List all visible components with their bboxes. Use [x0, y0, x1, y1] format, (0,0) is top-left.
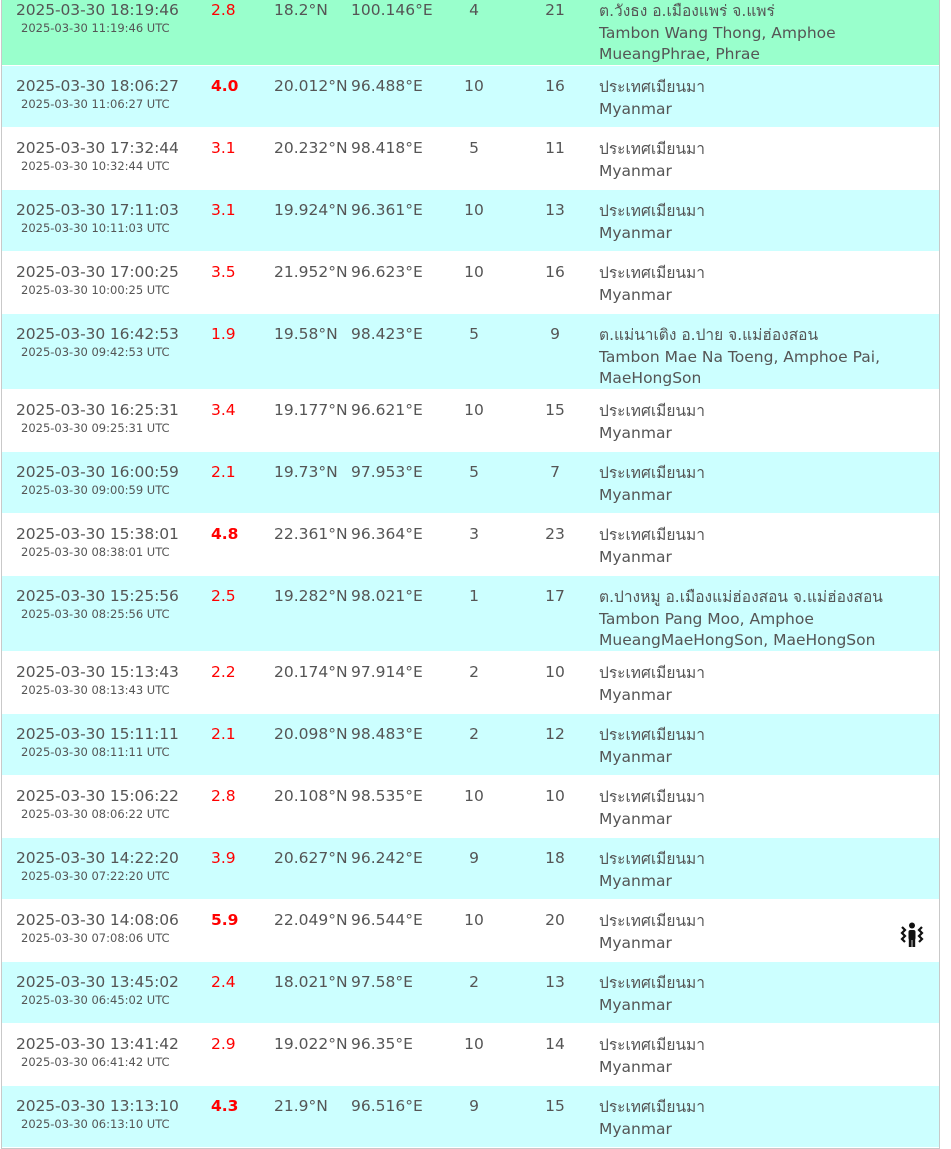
location: [599, 1, 899, 66]
location-english: Myanmar: [599, 685, 672, 704]
magnitude: 3.1: [211, 201, 236, 219]
location: [599, 787, 899, 830]
location-english: Myanmar: [599, 809, 672, 828]
local-time: 2025-03-30 13:41:42: [16, 1035, 179, 1053]
utc-time: 2025-03-30 07:08:06 UTC: [21, 931, 170, 945]
local-time: 2025-03-30 15:06:22: [16, 787, 179, 805]
location: [599, 911, 899, 954]
table-row[interactable]: [2, 900, 939, 962]
location-english: Myanmar: [599, 161, 672, 180]
location: [599, 401, 899, 444]
depth: 3: [469, 525, 479, 543]
location-thai: ประเทศเมียนมา: [599, 202, 705, 220]
location: [599, 849, 899, 892]
location-english: Myanmar: [599, 99, 672, 118]
felt-reports: 14: [545, 1035, 565, 1053]
latitude: 20.098°N: [274, 725, 348, 743]
location-english: Myanmar: [599, 223, 672, 242]
location-thai: ประเทศเมียนมา: [599, 912, 705, 930]
location-thai: ประเทศเมียนมา: [599, 850, 705, 868]
utc-time: 2025-03-30 08:11:11 UTC: [21, 745, 170, 759]
location: [599, 973, 899, 1016]
location-thai: ประเทศเมียนมา: [599, 464, 705, 482]
longitude: 96.623°E: [351, 263, 423, 281]
location-thai: ประเทศเมียนมา: [599, 788, 705, 806]
longitude: 97.914°E: [351, 663, 423, 681]
latitude: 22.361°N: [274, 525, 348, 543]
latitude: 18.021°N: [274, 973, 348, 991]
location: [599, 139, 899, 182]
magnitude: 3.5: [211, 263, 236, 281]
utc-time: 2025-03-30 08:25:56 UTC: [21, 607, 170, 621]
location-thai: ต.ปางหมู อ.เมืองแม่ฮ่องสอน จ.แม่ฮ่องสอน: [599, 588, 883, 606]
magnitude: 2.8: [211, 1, 236, 19]
table-row[interactable]: [2, 1086, 939, 1148]
utc-time: 2025-03-30 09:42:53 UTC: [21, 345, 170, 359]
depth: 5: [469, 139, 479, 157]
local-time: 2025-03-30 13:45:02: [16, 973, 179, 991]
longitude: 100.146°E: [351, 1, 433, 19]
local-time: 2025-03-30 15:11:11: [16, 725, 179, 743]
location: [599, 725, 899, 768]
depth: 5: [469, 325, 479, 343]
utc-time: 2025-03-30 06:45:02 UTC: [21, 993, 170, 1007]
longitude: 97.953°E: [351, 463, 423, 481]
local-time: 2025-03-30 13:13:10: [16, 1097, 179, 1115]
location: [599, 525, 899, 568]
local-time: 2025-03-30 14:08:06: [16, 911, 179, 929]
magnitude: 5.9: [211, 911, 239, 929]
location: [599, 1035, 899, 1078]
latitude: 19.022°N: [274, 1035, 348, 1053]
depth: 2: [469, 725, 479, 743]
table-row[interactable]: [2, 1024, 939, 1086]
felt-reports: 13: [545, 973, 565, 991]
table-row[interactable]: [2, 0, 939, 66]
table-row[interactable]: [2, 838, 939, 900]
depth: 9: [469, 849, 479, 867]
local-time: 2025-03-30 15:13:43: [16, 663, 179, 681]
felt-reports: 16: [545, 77, 565, 95]
latitude: 19.282°N: [274, 587, 348, 605]
table-row[interactable]: [2, 390, 939, 452]
longitude: 98.021°E: [351, 587, 423, 605]
latitude: 19.58°N: [274, 325, 338, 343]
location-thai: ประเทศเมียนมา: [599, 726, 705, 744]
location: [599, 263, 899, 306]
utc-time: 2025-03-30 06:41:42 UTC: [21, 1055, 170, 1069]
location-english: Tambon Mae Na Toeng, Amphoe Pai, MaeHongSon: [599, 347, 880, 387]
felt-reports: 10: [545, 663, 565, 681]
latitude: 19.177°N: [274, 401, 348, 419]
location: [599, 463, 899, 506]
table-row[interactable]: [2, 66, 939, 128]
location-thai: ประเทศเมียนมา: [599, 974, 705, 992]
shaking-person-icon[interactable]: [893, 922, 931, 948]
location-english: Myanmar: [599, 485, 672, 504]
utc-time: 2025-03-30 06:13:10 UTC: [21, 1117, 170, 1131]
local-time: 2025-03-30 15:25:56: [16, 587, 179, 605]
utc-time: 2025-03-30 08:06:22 UTC: [21, 807, 170, 821]
magnitude: 4.0: [211, 77, 239, 95]
longitude: 96.364°E: [351, 525, 423, 543]
felt-reports: 21: [545, 1, 565, 19]
latitude: 19.924°N: [274, 201, 348, 219]
magnitude: 4.8: [211, 525, 239, 543]
magnitude: 4.3: [211, 1097, 239, 1115]
felt-reports: 18: [545, 849, 565, 867]
magnitude: 2.1: [211, 463, 236, 481]
location-english: Myanmar: [599, 547, 672, 566]
magnitude: 3.4: [211, 401, 236, 419]
location-thai: ประเทศเมียนมา: [599, 526, 705, 544]
local-time: 2025-03-30 17:00:25: [16, 263, 179, 281]
utc-time: 2025-03-30 11:19:46 UTC: [21, 21, 170, 35]
table-row[interactable]: [2, 714, 939, 776]
earthquake-table: [1, 0, 940, 1149]
local-time: 2025-03-30 18:06:27: [16, 77, 179, 95]
location-thai: ประเทศเมียนมา: [599, 664, 705, 682]
latitude: 22.049°N: [274, 911, 348, 929]
location-thai: ประเทศเมียนมา: [599, 140, 705, 158]
latitude: 20.627°N: [274, 849, 348, 867]
depth: 10: [464, 1035, 484, 1053]
felt-reports: 9: [550, 325, 560, 343]
local-time: 2025-03-30 17:32:44: [16, 139, 179, 157]
longitude: 96.544°E: [351, 911, 423, 929]
location: [599, 663, 899, 706]
latitude: 20.174°N: [274, 663, 348, 681]
depth: 2: [469, 663, 479, 681]
latitude: 20.232°N: [274, 139, 348, 157]
longitude: 96.361°E: [351, 201, 423, 219]
magnitude: 1.9: [211, 325, 236, 343]
local-time: 2025-03-30 16:42:53: [16, 325, 179, 343]
felt-reports: 10: [545, 787, 565, 805]
latitude: 21.9°N: [274, 1097, 328, 1115]
magnitude: 2.1: [211, 725, 236, 743]
magnitude: 2.8: [211, 787, 236, 805]
location-thai: ประเทศเมียนมา: [599, 1098, 705, 1116]
utc-time: 2025-03-30 09:00:59 UTC: [21, 483, 170, 497]
felt-reports: 15: [545, 401, 565, 419]
location-english: Tambon Pang Moo, Amphoe MueangMaeHongSon, MaeHongSon: [599, 609, 876, 649]
longitude: 96.242°E: [351, 849, 423, 867]
location-english: Myanmar: [599, 285, 672, 304]
longitude: 96.35°E: [351, 1035, 413, 1053]
utc-time: 2025-03-30 08:38:01 UTC: [21, 545, 170, 559]
table-row[interactable]: [2, 128, 939, 190]
depth: 10: [464, 263, 484, 281]
utc-time: 2025-03-30 10:00:25 UTC: [21, 283, 170, 297]
table-row[interactable]: [2, 776, 939, 838]
latitude: 20.012°N: [274, 77, 348, 95]
magnitude: 3.9: [211, 849, 236, 867]
longitude: 97.58°E: [351, 973, 413, 991]
location-thai: ต.แม่นาเติง อ.ปาย จ.แม่ฮ่องสอน: [599, 326, 819, 344]
felt-reports: 15: [545, 1097, 565, 1115]
magnitude: 3.1: [211, 139, 236, 157]
latitude: 19.73°N: [274, 463, 338, 481]
depth: 5: [469, 463, 479, 481]
felt-reports: 13: [545, 201, 565, 219]
felt-reports: 20: [545, 911, 565, 929]
table-row[interactable]: [2, 652, 939, 714]
table-row[interactable]: [2, 452, 939, 514]
utc-time: 2025-03-30 09:25:31 UTC: [21, 421, 170, 435]
local-time: 2025-03-30 18:19:46: [16, 1, 179, 19]
location-english: Myanmar: [599, 933, 672, 952]
location: [599, 325, 899, 390]
location: [599, 201, 899, 244]
depth: 1: [469, 587, 479, 605]
longitude: 96.516°E: [351, 1097, 423, 1115]
felt-reports: 12: [545, 725, 565, 743]
table-row[interactable]: [2, 962, 939, 1024]
depth: 9: [469, 1097, 479, 1115]
felt-reports: 17: [545, 587, 565, 605]
longitude: 96.488°E: [351, 77, 423, 95]
latitude: 21.952°N: [274, 263, 348, 281]
depth: 2: [469, 973, 479, 991]
location-english: Myanmar: [599, 995, 672, 1014]
local-time: 2025-03-30 16:25:31: [16, 401, 179, 419]
magnitude: 2.5: [211, 587, 236, 605]
utc-time: 2025-03-30 11:06:27 UTC: [21, 97, 170, 111]
longitude: 98.483°E: [351, 725, 423, 743]
depth: 10: [464, 201, 484, 219]
location: [599, 587, 899, 652]
table-row[interactable]: [2, 252, 939, 314]
location-thai: ประเทศเมียนมา: [599, 1036, 705, 1054]
table-row[interactable]: [2, 190, 939, 252]
location-english: Myanmar: [599, 1119, 672, 1138]
felt-reports: 23: [545, 525, 565, 543]
local-time: 2025-03-30 17:11:03: [16, 201, 179, 219]
location-english: Myanmar: [599, 747, 672, 766]
felt-reports: 16: [545, 263, 565, 281]
location: [599, 1097, 899, 1140]
magnitude: 2.4: [211, 973, 236, 991]
longitude: 96.621°E: [351, 401, 423, 419]
longitude: 98.535°E: [351, 787, 423, 805]
magnitude: 2.2: [211, 663, 236, 681]
depth: 10: [464, 911, 484, 929]
utc-time: 2025-03-30 08:13:43 UTC: [21, 683, 170, 697]
location-thai: ประเทศเมียนมา: [599, 264, 705, 282]
location-thai: ต.วังธง อ.เมืองแพร่ จ.แพร่: [599, 2, 775, 20]
location-english: Myanmar: [599, 1057, 672, 1076]
utc-time: 2025-03-30 10:32:44 UTC: [21, 159, 170, 173]
longitude: 98.418°E: [351, 139, 423, 157]
depth: 4: [469, 1, 479, 19]
local-time: 2025-03-30 14:22:20: [16, 849, 179, 867]
table-row[interactable]: [2, 576, 939, 652]
longitude: 98.423°E: [351, 325, 423, 343]
utc-time: 2025-03-30 07:22:20 UTC: [21, 869, 170, 883]
felt-reports: 7: [550, 463, 560, 481]
location-thai: ประเทศเมียนมา: [599, 78, 705, 96]
location-english: Tambon Wang Thong, Amphoe MueangPhrae, Phrae: [599, 23, 836, 63]
latitude: 20.108°N: [274, 787, 348, 805]
table-row[interactable]: [2, 314, 939, 390]
local-time: 2025-03-30 15:38:01: [16, 525, 179, 543]
location-english: Myanmar: [599, 423, 672, 442]
location-thai: ประเทศเมียนมา: [599, 402, 705, 420]
latitude: 18.2°N: [274, 1, 328, 19]
depth: 10: [464, 77, 484, 95]
depth: 10: [464, 787, 484, 805]
depth: 10: [464, 401, 484, 419]
felt-reports: 11: [545, 139, 565, 157]
utc-time: 2025-03-30 10:11:03 UTC: [21, 221, 170, 235]
magnitude: 2.9: [211, 1035, 236, 1053]
location: [599, 77, 899, 120]
table-row[interactable]: [2, 514, 939, 576]
location-english: Myanmar: [599, 871, 672, 890]
local-time: 2025-03-30 16:00:59: [16, 463, 179, 481]
